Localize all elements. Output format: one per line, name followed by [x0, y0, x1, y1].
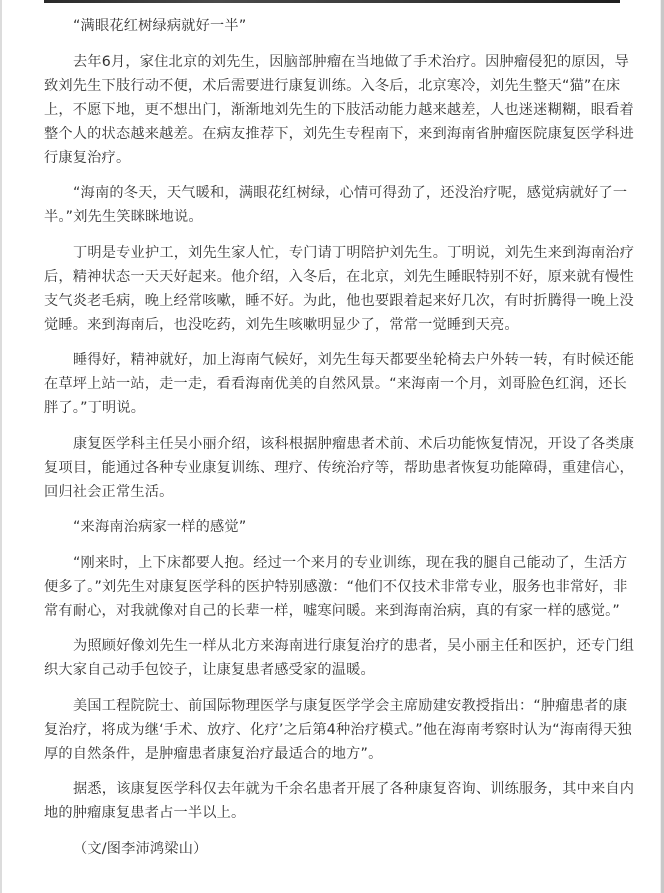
paragraph: 丁明是专业护工，刘先生家人忙，专门请丁明陪护刘先生。丁明说，刘先生来到海南治疗后，精神状态一天天好起来。他介绍，入冬后，在北京，刘先生睡眠特别不好，原来就有慢性支气炎老毛病，晚上经常咳嗽，睡不好。为此，他也要跟着起来好几次，有时折腾得一晚上没觉睡。来到海南后，也没吃药，刘先生咳嗽明显少了，常常一觉睡到天亮。: [44, 244, 635, 333]
byline: （文/图李沛鸿梁山）: [73, 840, 208, 857]
paragraph: 为照顾好像刘先生一样从北方来海南进行康复治疗的患者，吴小丽主任和医护，还专门组织大家自己动手包饺子，让康复患者感受家的温暖。: [44, 638, 635, 678]
paragraph: 去年6月，家住北京的刘先生，因脑部肿瘤在当地做了手术治疗。因肿瘤侵犯的原因，导致刘先生下肢行动不便，术后需要进行康复训练。入冬后，北京寒冷，刘先生整天“猫”在床上，不愿下地，更不想出门，渐渐地刘先生的下肢活动能力越来越差，人也迷迷糊糊，眼看着整个人的状态越来越差。在病友推荐下，刘先生专程南下，来到海南省肿瘤医院康复医学科进行康复治疗。: [44, 53, 634, 166]
subheading-feels-like-home: “来海南治病家一样的感觉”: [73, 519, 247, 535]
article-body: [44, 14, 640, 872]
paragraph: “海南的冬天，天气暖和，满眼花红树绿，心情可得劲了，还没治疗呢，感觉病就好了一半。”刘先生笑眯眯地说。: [44, 185, 628, 225]
paragraph: 美国工程院院士、前国际物理医学与康复医学学会主席励建安教授指出：“肿瘤患者的康复治疗，将成为继‘手术、放疗、化疗’之后第4种治疗模式。”他在海南考察时认为“海南得天独厚的自然条件，是肿瘤患者康复治疗最适合的地方”。: [44, 697, 632, 762]
left-border: [0, 0, 2, 893]
article-photo-bottom-edge: [44, 0, 620, 3]
subheading-flowers-trees: “满眼花红树绿病就好一半”: [73, 18, 247, 34]
paragraph: 康复医学科主任吴小丽介绍，该科根据肿瘤患者术前、术后功能恢复情况，开设了各类康复项目，能通过各种专业康复训练、理疗、传统治疗等，帮助患者恢复功能障碍，重建信心，回归社会正常生活。: [44, 435, 635, 500]
paragraph: “刚来时，上下床都要人抱。经过一个来月的专业训练，现在我的腿自己能动了，生活方便多了。”刘先生对康复医学科的医护特别感激：“他们不仅技术非常专业，服务也非常好，非常有耐心，对我就像对自己的长辈一样，嘘寒问暖。来到海南治病，真的有家一样的感觉。”: [44, 554, 628, 619]
paragraph: 据悉，该康复医学科仅去年就为千余名患者开展了各种康复咨询、训练服务，其中来自内地的肿瘤康复患者占一半以上。: [44, 781, 635, 821]
paragraph: 睡得好，精神就好，加上海南气候好，刘先生每天都要坐轮椅去户外转一转，有时候还能在草坪上站一站，走一走，看看海南优美的自然风景。“来海南一个月，刘哥脸色红润，还长胖了。”丁明说。: [44, 352, 635, 416]
